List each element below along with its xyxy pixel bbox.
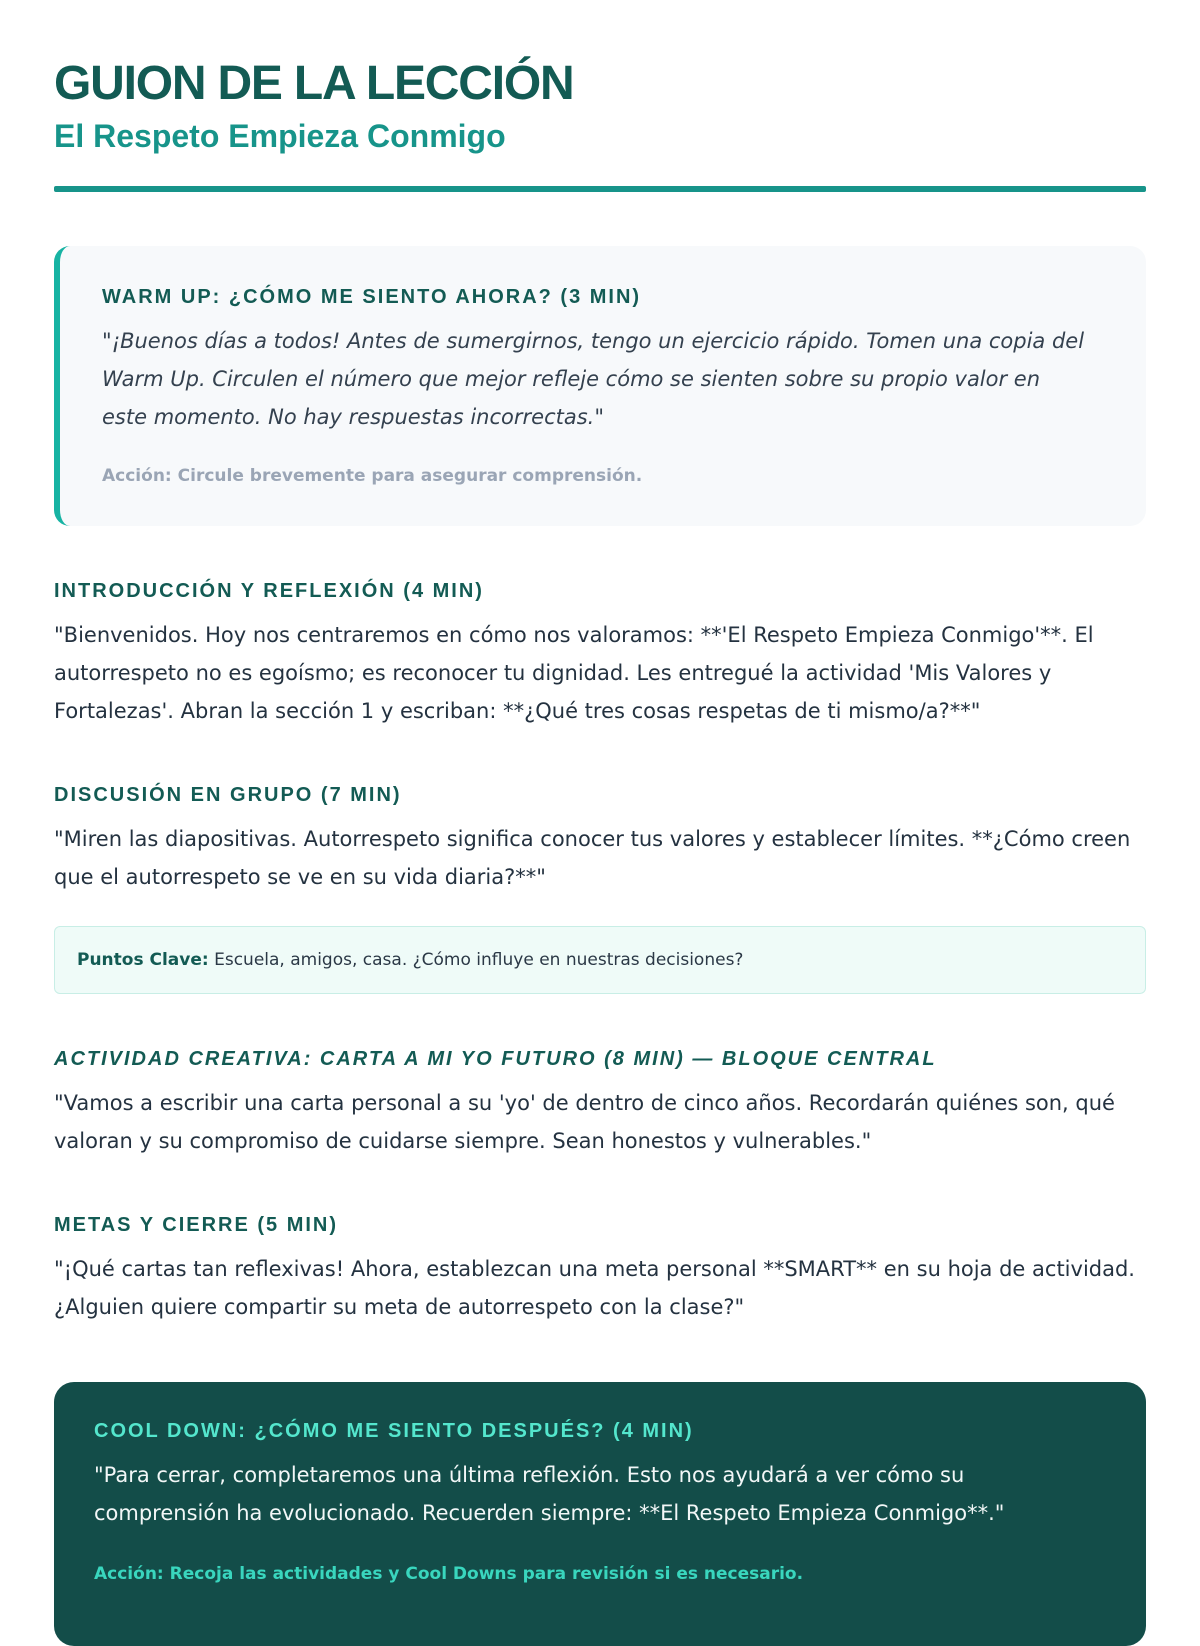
creative-activity-script: "Vamos a escribir una carta personal a su 'yo' de dentro de cinco años. Recordarán quiénes son, qué valoran y su compromiso de cuidarse siempre. Sean honestos y vulnerables." xyxy=(54,1091,1115,1153)
goals-closing-section xyxy=(54,1212,1146,1326)
creative-activity-section xyxy=(54,1046,1146,1160)
cool-down-script: "Para cerrar, completaremos una última reflexión. Esto nos ayudará a ver cómo su comprensión ha evolucionado. Recuerden siempre: **El Respeto Empieza Conmigo**." xyxy=(94,1463,1005,1525)
group-discussion-section xyxy=(54,782,1146,994)
goals-closing-heading: METAS Y CIERRE (5 MIN) xyxy=(54,1214,339,1236)
document-title: GUION DE LA LECCIÓN xyxy=(54,57,574,110)
goals-closing-script: "¡Qué cartas tan reflexivas! Ahora, establezcan una meta personal **SMART** en su hoja de actividad. ¿Alguien quiere compartir su meta de autorrespeto con la clase?" xyxy=(54,1257,1135,1319)
header-divider xyxy=(54,186,1146,192)
key-points-box xyxy=(54,926,1146,994)
warm-up-action: Acción: Circule brevemente para asegurar comprensión. xyxy=(102,466,643,486)
warm-up-card xyxy=(54,246,1146,526)
introduction-section xyxy=(54,578,1146,730)
group-discussion-script: "Miren las diapositivas. Autorrespeto significa conocer tus valores y establecer límites. **¿Cómo creen que el autorrespeto se ve en su vida diaria?**" xyxy=(54,827,1131,889)
warm-up-heading: WARM UP: ¿CÓMO ME SIENTO AHORA? (3 MIN) xyxy=(102,286,642,308)
key-points-text: Escuela, amigos, casa. ¿Cómo influye en nuestras decisiones? xyxy=(214,950,744,970)
warm-up-script: "¡Buenos días a todos! Antes de sumergirnos, tengo un ejercicio rápido. Tomen una copia del Warm Up. Circulen el número que mejor refleje cómo se sienten sobre su propio valor en este momento. No hay respuestas incorrectas." xyxy=(102,329,1085,429)
introduction-heading: INTRODUCCIÓN Y REFLEXIÓN (4 MIN) xyxy=(54,580,484,602)
cool-down-heading: COOL DOWN: ¿CÓMO ME SIENTO DESPUÉS? (4 MIN) xyxy=(94,1420,694,1442)
group-discussion-heading: DISCUSIÓN EN GRUPO (7 MIN) xyxy=(54,784,402,806)
document-header xyxy=(54,56,1146,192)
key-points-label: Puntos Clave: xyxy=(77,950,209,970)
document-subtitle: El Respeto Empieza Conmigo xyxy=(54,118,506,154)
cool-down-card xyxy=(54,1382,1146,1646)
cool-down-action: Acción: Recoja las actividades y Cool Downs para revisión si es necesario. xyxy=(94,1564,804,1584)
creative-activity-heading: ACTIVIDAD CREATIVA: CARTA A MI YO FUTURO (8 MIN) — BLOQUE CENTRAL xyxy=(54,1048,937,1070)
introduction-script: "Bienvenidos. Hoy nos centraremos en cómo nos valoramos: **'El Respeto Empieza Conmigo'**. El autorrespeto no es egoísmo; es reconocer tu dignidad. Les entregué la actividad 'Mis Valores y Fortalezas'. Abran la sección 1 y escriban: **¿Qué tres cosas respetas de ti mismo/a?**" xyxy=(54,623,1094,723)
